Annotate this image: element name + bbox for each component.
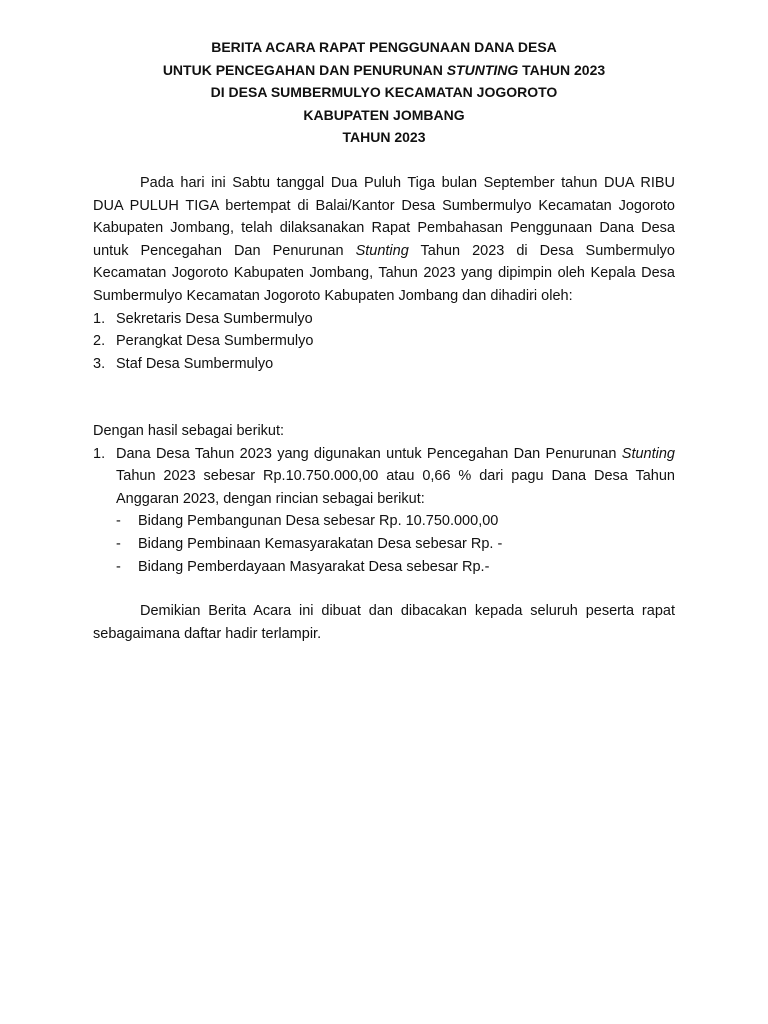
list-item (93, 353, 675, 376)
list-text: Sekretaris Desa Sumbermulyo (116, 310, 313, 327)
document-title (0, 36, 768, 149)
title-line-1: BERITA ACARA RAPAT PENGGUNAAN DANA DESA (211, 39, 557, 55)
intro-text-italic: Stunting (355, 242, 409, 259)
title-line-3: DI DESA SUMBERMULYO KECAMATAN JOGOROTO (210, 84, 558, 100)
list-item (93, 330, 675, 353)
list-number: 2. (93, 333, 106, 350)
list-item (116, 533, 675, 556)
result-text-b: Tahun 2023 sebesar Rp.10.750.000,00 atau 0,66 % dari pagu Dana Desa Tahun Anggaran 2023, dengan rincian sebagai berikut: (116, 468, 675, 507)
result-text-italic: Stunting (621, 445, 675, 462)
results-list (93, 443, 675, 579)
list-text: Perangkat Desa Sumbermulyo (116, 333, 314, 350)
title-line-2-part-a: UNTUK PENCEGAHAN DAN PENURUNAN (162, 61, 447, 78)
detail-text: Bidang Pembinaan Kemasyarakatan Desa sebesar Rp. - (138, 535, 503, 552)
list-item (116, 556, 675, 579)
list-item (93, 443, 675, 579)
intro-text-b: Tahun 2023 di Desa Sumbermulyo Kecamatan Jogoroto Kabupaten Jombang, Tahun 2023 yang dipimpin oleh Kepala Desa Sumbermulyo Kecamatan Jogoroto Kabupaten Jombang dan dihadiri oleh: (93, 242, 675, 304)
results-section (93, 420, 675, 578)
attendee-list (93, 308, 675, 376)
detail-text: Bidang Pemberdayaan Masyarakat Desa sebesar Rp.- (138, 558, 490, 575)
results-heading: Dengan hasil sebagai berikut: (93, 423, 285, 439)
intro-text-a: Pada hari ini Sabtu tanggal Dua Puluh Tiga bulan September tahun DUA RIBU DUA PULUH TIGA bertempat di Balai/Kantor Desa Sumbermulyo Kecamatan Jogoroto Kabupaten Jombang, telah dilaksanakan Rapat Pembahasan Penggunaan Dana Desa untuk Pencegahan Dan Penurunan (93, 175, 675, 259)
list-number: 1. (93, 310, 106, 327)
closing-section (93, 600, 675, 645)
list-dash: - (116, 535, 121, 552)
list-item (116, 510, 675, 533)
list-item (93, 308, 675, 331)
detail-text: Bidang Pembangunan Desa sebesar Rp. 10.750.000,00 (138, 513, 499, 530)
title-line-5: TAHUN 2023 (342, 129, 426, 145)
title-line-2 (0, 59, 768, 82)
title-line-2-italic: STUNTING (446, 61, 519, 78)
intro-paragraph (93, 172, 675, 308)
title-line-4: KABUPATEN JOMBANG (303, 106, 465, 123)
list-number: 1. (93, 445, 106, 462)
list-dash: - (116, 558, 121, 575)
list-text: Staf Desa Sumbermulyo (116, 355, 274, 372)
result-text-a: Dana Desa Tahun 2023 yang digunakan untuk Pencegahan Dan Penurunan (116, 445, 622, 462)
title-line-2-part-b: TAHUN 2023 (518, 61, 606, 78)
list-number: 3. (93, 355, 106, 372)
closing-paragraph: Demikian Berita Acara ini dibuat dan dibacakan kepada seluruh peserta rapat sebagaimana daftar hadir terlampir. (93, 603, 675, 642)
intro-section (93, 172, 675, 375)
list-dash: - (116, 513, 121, 530)
detail-list (116, 510, 675, 578)
